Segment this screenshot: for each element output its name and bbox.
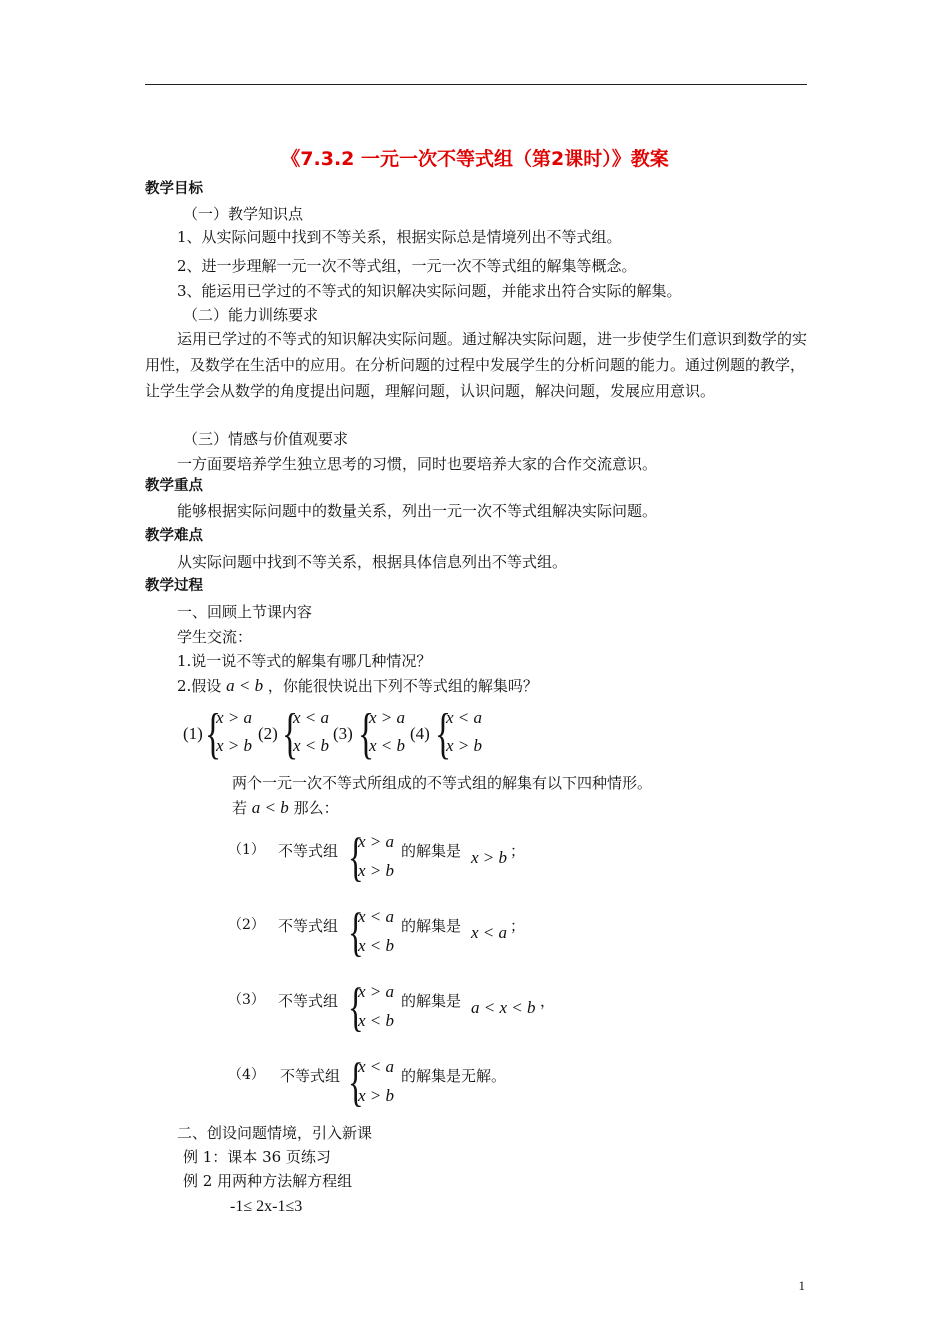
question-1: 1.说一说不等式的解集有哪几种情况？ — [177, 652, 432, 670]
header-rule — [145, 84, 807, 85]
system-3-label: (3) — [333, 724, 353, 743]
system-2-line-2: x < b — [293, 736, 330, 755]
difficult-paragraph: 从实际问题中找到不等关系，根据具体信息列出不等式组。 — [177, 553, 568, 571]
case-4-line-1: x < a — [358, 1057, 395, 1076]
ability-heading: （二）能力训练要求 — [183, 306, 319, 324]
knowledge-item-2: 2、进一步理解一元一次不等式组，一元一次不等式组的解集等概念。 — [177, 257, 637, 275]
if-suffix: 那么： — [293, 799, 339, 817]
case-2-line-2: x < b — [358, 936, 395, 955]
example-2: 例 2 用两种方法解方程组 — [183, 1172, 353, 1190]
case-3-result: a < x < b — [471, 998, 536, 1017]
new-lesson-heading: 二、创设问题情境，引入新课 — [177, 1124, 373, 1142]
case-2-result: x < a — [471, 923, 508, 942]
case-3-lead: 不等式组 — [278, 992, 339, 1010]
system-3-brace: { — [358, 703, 375, 765]
system-1-label: (1) — [183, 724, 203, 743]
process-heading: 教学过程 — [145, 578, 203, 594]
case-3-end: ， — [540, 992, 556, 1010]
case-4-lead: 不等式组 — [280, 1067, 341, 1085]
case-3-line-2: x < b — [358, 1011, 395, 1030]
case-3-line-1: x > a — [358, 982, 395, 1001]
case-1-end: ； — [510, 842, 526, 860]
question-2-suffix: ，你能很快说出下列不等式组的解集吗？ — [267, 677, 538, 695]
system-2-label: (2) — [258, 724, 278, 743]
question-2 — [177, 676, 538, 696]
emotion-heading: （三）情感与价值观要求 — [183, 430, 349, 448]
case-1-brace: { — [348, 827, 364, 887]
case-2-brace: { — [348, 902, 364, 962]
emotion-paragraph: 一方面要培养学生独立思考的习惯，同时也要培养大家的合作交流意识。 — [177, 455, 658, 473]
system-4-line-1: x < a — [446, 708, 483, 727]
student-exchange-label: 学生交流： — [177, 628, 253, 646]
case-1-result: x > b — [471, 848, 508, 867]
system-4-label: (4) — [410, 724, 430, 743]
case-4-line-2: x > b — [358, 1086, 395, 1105]
case-3-mid: 的解集是 — [401, 992, 462, 1010]
system-2-brace: { — [282, 703, 299, 765]
page-number: 1 — [798, 1278, 805, 1293]
if-prefix: 若 — [232, 799, 248, 817]
case-3-number: （3） — [228, 992, 265, 1008]
case-1-line-1: x > a — [358, 832, 395, 851]
example-2-expression: -1≤ 2x-1≤3 — [230, 1198, 303, 1215]
system-3-line-2: x < b — [369, 736, 406, 755]
review-heading: 一、回顾上节课内容 — [177, 603, 313, 621]
case-4-brace: { — [348, 1052, 364, 1112]
system-2-line-1: x < a — [293, 708, 330, 727]
system-3-line-1: x > a — [369, 708, 406, 727]
ability-paragraph: 运用已学过的不等式的知识解决实际问题。通过解决实际问题，进一步使学生们意识到数学的实用性，及数学在生活中的应用。在分析问题的过程中发展学生的分析问题的能力。通过例题的教学，让学生学会从数学的角度提出问题，理解问题，认识问题，解决问题，发展应用意识。 — [145, 330, 808, 400]
case-4-mid: 的解集是无解。 — [401, 1067, 507, 1085]
if-line — [232, 798, 339, 818]
case-3-brace: { — [348, 977, 364, 1037]
four-cases-intro: 两个一元一次不等式所组成的不等式组的解集有以下四种情形。 — [232, 774, 653, 792]
document-title: 《7.3.2 一元一次不等式组（第2课时）》教案 — [281, 148, 669, 170]
system-1-brace: { — [205, 703, 222, 765]
case-2-lead: 不等式组 — [278, 917, 339, 935]
question-2-prefix: 2.假设 — [177, 677, 222, 695]
case-1-mid: 的解集是 — [401, 842, 462, 860]
system-1-line-2: x > b — [216, 736, 253, 755]
case-2-line-1: x < a — [358, 907, 395, 926]
case-4-number: （4） — [228, 1067, 265, 1083]
key-heading: 教学重点 — [145, 478, 203, 494]
case-2-number: （2） — [228, 917, 265, 933]
case-1-lead: 不等式组 — [278, 842, 339, 860]
system-4-line-2: x > b — [446, 736, 483, 755]
knowledge-heading: （一）教学知识点 — [183, 205, 304, 223]
case-2-end: ； — [510, 917, 526, 935]
difficult-heading: 教学难点 — [145, 528, 203, 544]
question-2-condition: a < b — [226, 676, 264, 695]
if-condition: a < b — [251, 798, 289, 817]
case-1-number: （1） — [228, 842, 265, 858]
example-1: 例 1：课本 36 页练习 — [183, 1148, 331, 1166]
system-4-brace: { — [435, 703, 452, 765]
knowledge-item-3: 3、能运用已学过的不等式的知识解决实际问题，并能求出符合实际的解集。 — [177, 282, 682, 300]
goals-heading: 教学目标 — [145, 181, 203, 197]
knowledge-item-1: 1、从实际问题中找到不等关系，根据实际总是情境列出不等式组。 — [177, 228, 622, 246]
key-paragraph: 能够根据实际问题中的数量关系，列出一元一次不等式组解决实际问题。 — [177, 502, 658, 520]
system-1-line-1: x > a — [216, 708, 253, 727]
case-1-line-2: x > b — [358, 861, 395, 880]
case-2-mid: 的解集是 — [401, 917, 462, 935]
